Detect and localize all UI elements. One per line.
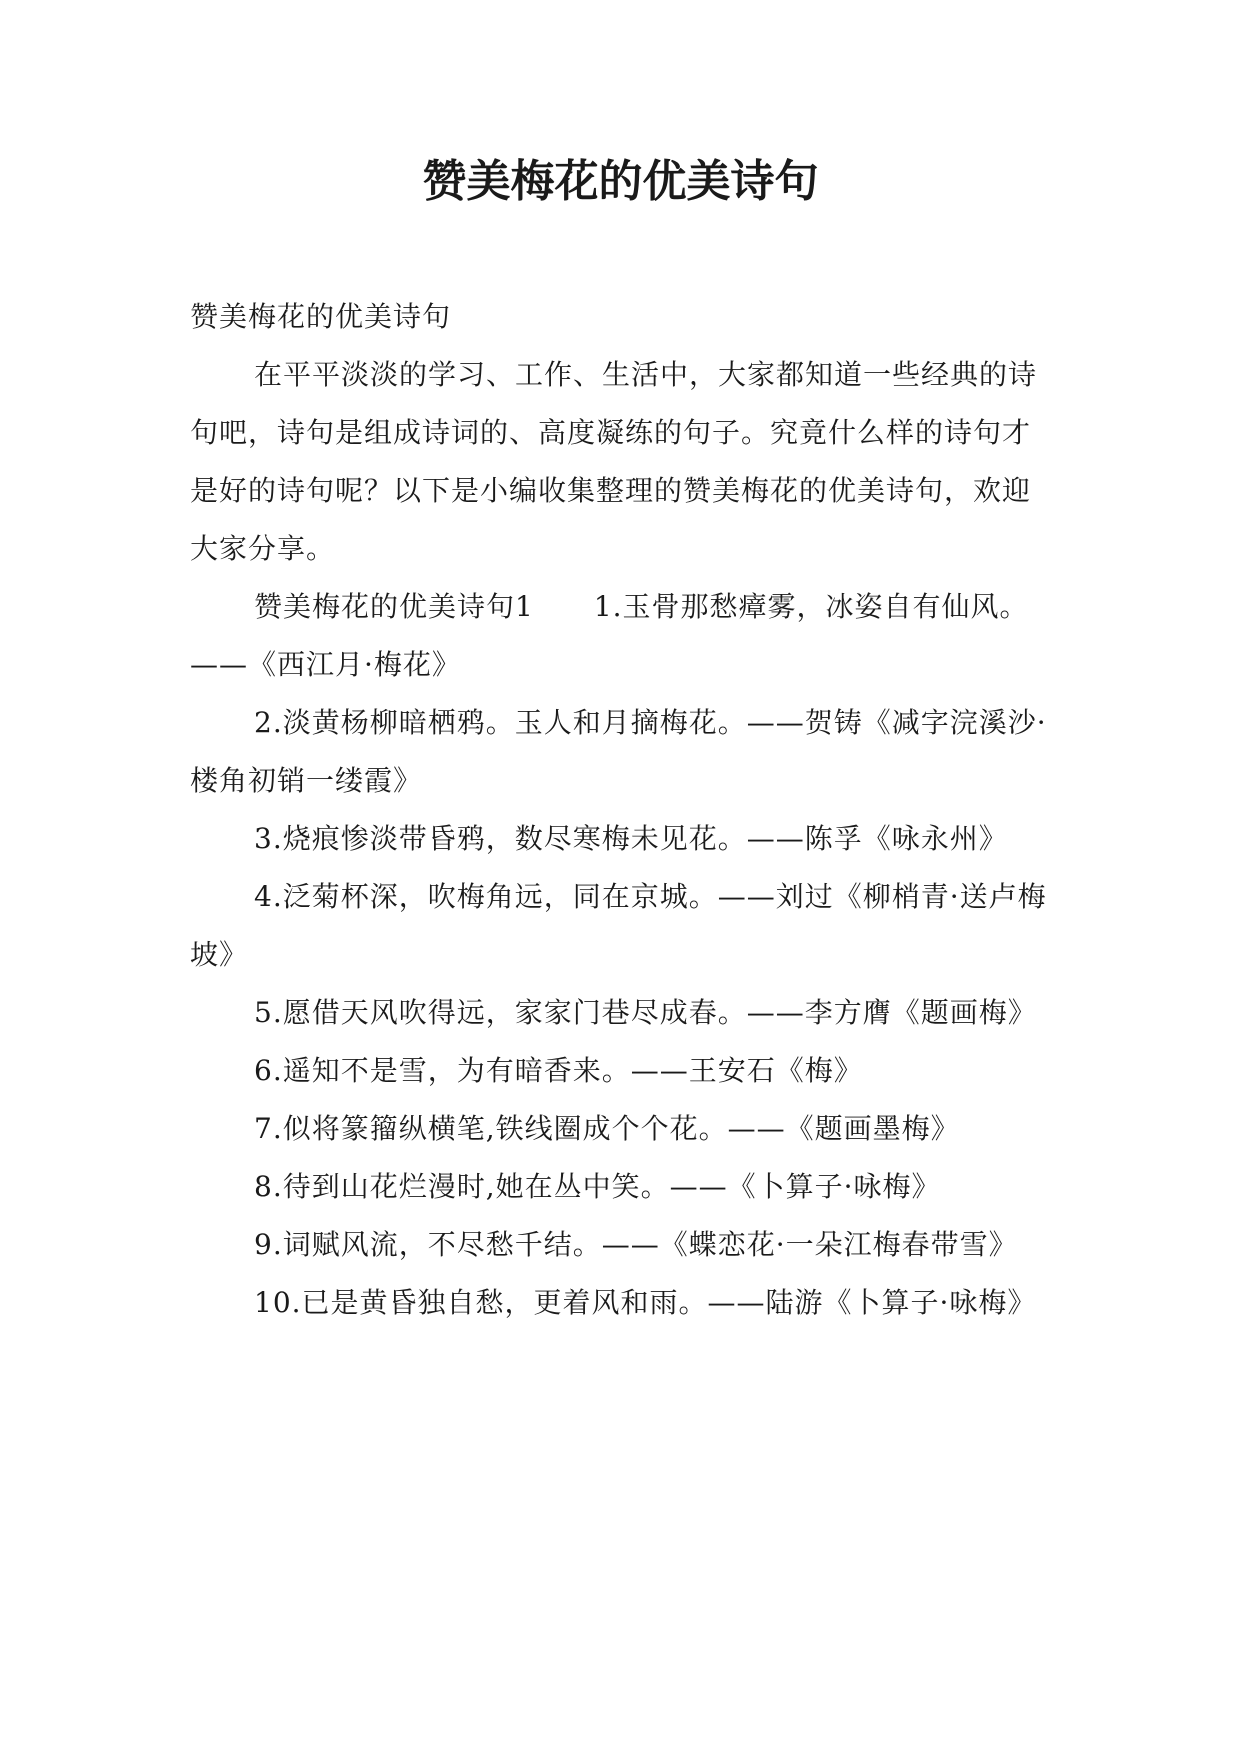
section-first-paragraph (190, 578, 1050, 694)
section-heading: 赞美梅花的优美诗句1 (254, 590, 534, 623)
document-body (190, 288, 1050, 1332)
poem-line-3: 3.烧痕惨淡带昏鸦，数尽寒梅未见花。——陈孚《咏永州》 (254, 822, 1008, 855)
intro-paragraph: 在平平淡淡的学习、工作、生活中，大家都知道一些经典的诗句吧，诗句是组成诗词的、高度凝练的句子。究竟什么样的诗句才是好的诗句呢？以下是小编收集整理的赞美梅花的优美诗句，欢迎大家分享。 (190, 358, 1038, 565)
poem-line-7: 7.似将篆籀纵横笔,铁线圈成个个花。——《题画墨梅》 (254, 1112, 960, 1145)
subtitle: 赞美梅花的优美诗句 (190, 300, 452, 333)
poem-line-1: 1.玉骨那愁瘴雾，冰姿自有仙风。——《西江月·梅花》 (190, 590, 1029, 681)
poem-line-8: 8.待到山花烂漫时,她在丛中笑。——《卜算子·咏梅》 (254, 1170, 941, 1203)
poem-line-5: 5.愿借天风吹得远，家家门巷尽成春。——李方膺《题画梅》 (254, 996, 1037, 1029)
poem-line-10: 10.已是黄昏独自愁，更着风和雨。——陆游《卜算子·咏梅》 (254, 1286, 1037, 1319)
poem-line-6: 6.遥知不是雪，为有暗香来。——王安石《梅》 (254, 1054, 863, 1087)
document-title: 赞美梅花的优美诗句 (422, 156, 819, 207)
poem-line-9: 9.词赋风流，不尽愁千结。——《蝶恋花·一朵江梅春带雪》 (254, 1228, 1018, 1261)
poem-line-4: 4.泛菊杯深，吹梅角远，同在京城。——刘过《柳梢青·送卢梅坡》 (190, 880, 1047, 971)
poem-line-2: 2.淡黄杨柳暗栖鸦。玉人和月摘梅花。——贺铸《减字浣溪沙·楼角初销一缕霞》 (190, 706, 1047, 797)
